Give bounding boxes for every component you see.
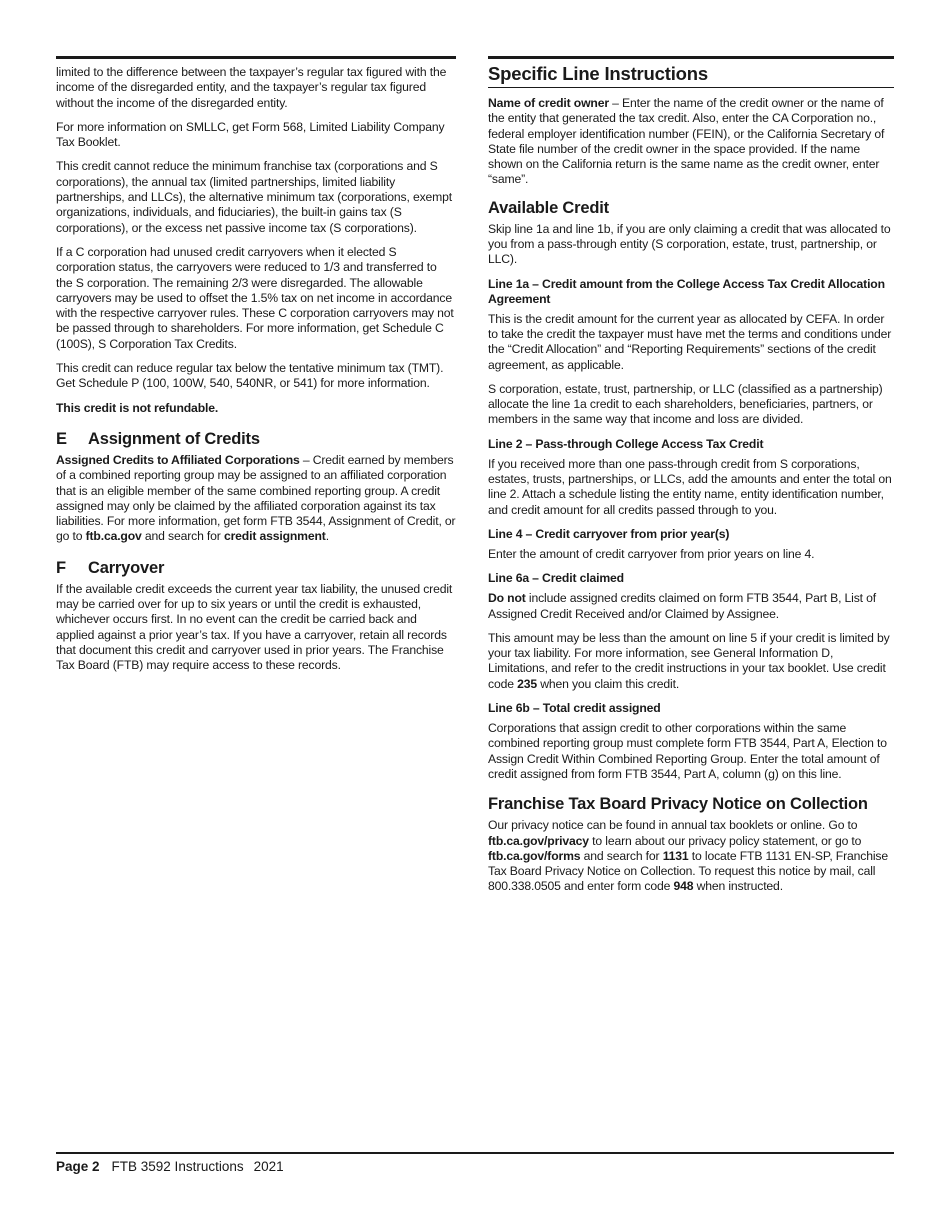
line-4-heading: Line 4 – Credit carryover from prior year(s)	[488, 526, 730, 541]
line-2-heading: Line 2 – Pass-through College Access Tax Credit	[488, 436, 764, 451]
form-name: FTB 3592 Instructions	[111, 1159, 244, 1174]
paragraph: Corporations that assign credit to other corporations within the same combined reporting group must complete form FTB 3544, Part A, Election to Assign Credit Within Combined Reporting Group. Enter the total amount of credit assigned from form FTB 3544, Part A, column (g) on this line.	[488, 721, 887, 781]
specific-line-instructions-heading: Specific Line Instructions	[488, 63, 894, 88]
not-refundable-note: This credit is not refundable.	[56, 400, 219, 415]
paragraph: If a C corporation had unused credit carryovers when it elected S corporation status, the carryovers were reduced to 1/3 and transferred to the S corporation. The remaining 2/3 were disregarded. The allowable carryovers may be used to offset the 1.5% tax on net income in accordance with the respective carryover rules. These C corporation carryovers may not be passed through to shareholders. For more information, get Schedule C (100S), S Corporation Tax Credits.	[56, 244, 454, 351]
ftb-link: ftb.ca.gov	[85, 529, 142, 544]
paragraph: This amount may be less than the amount on line 5 if your credit is limited by your tax liability. For more information, see General Information D, Limitations, and refer to the credit instructions in your tax booklet. Use credit code 235 when you claim this credit.	[488, 630, 890, 691]
paragraph: limited to the difference between the taxpayer’s regular tax figured with the income of the disregarded entity, and the taxpayer’s regular tax figured without the income of the disregarded entity.	[56, 65, 447, 110]
paragraph: S corporation, estate, trust, partnership, or LLC (classified as a partnership) allocate the line 1a credit to each shareholders, beneficiaries, partners, or members in the same way that income and loss are divided.	[488, 381, 883, 427]
paragraph: This credit cannot reduce the minimum franchise tax (corporations and S corporations), the annual tax (limited partnerships, limited liability partnerships, and LLCs), the alternative minimum tax (corporations, exempt organizations, individuals, and fiduciaries), the built-in gains tax (S corporations), or the excess net passive income tax (S corporations).	[56, 159, 453, 235]
left-column	[56, 56, 456, 683]
right-column	[488, 56, 894, 904]
page-number: Page 2	[56, 1159, 100, 1174]
paragraph: Skip line 1a and line 1b, if you are only claiming a credit that was allocated to you from a pass-through entity (S corporation, estate, trust, partnership, or LLC).	[488, 221, 891, 267]
form-year: 2021	[253, 1159, 284, 1174]
page-footer	[56, 1152, 894, 1174]
paragraph: Do not include assigned credits claimed on form FTB 3544, Part B, List of Assigned Credit Received and/or Claimed by Assignee.	[488, 591, 877, 621]
credit-owner-paragraph: Name of credit owner – Enter the name of the credit owner or the name of the entity that generated the tax credit. Also, enter the CA Corporation no., federal employer identification number (FEIN), or the California Secretary of State file number of the credit owner in the space provided. If the name shown on the California return is the same name as the credit owner, enter “same”.	[488, 96, 885, 187]
paragraph: Enter the amount of credit carryover from prior years on line 4.	[488, 546, 815, 561]
paragraph: This credit can reduce regular tax below the tentative minimum tax (TMT). Get Schedule P (100, 100W, 540, 540NR, or 541) for more information.	[56, 361, 444, 391]
section-f-heading: F Carryover	[56, 558, 165, 577]
paragraph: This is the credit amount for the current year as allocated by CEFA. In order to take the credit the taxpayer must have met the terms and conditions under the “Credit Allocation” and “Reporting Requirements” sections of the credit agreement, as applicable.	[488, 311, 892, 372]
available-credit-heading: Available Credit	[488, 198, 609, 217]
carryover-paragraph: If the available credit exceeds the current year tax liability, the unused credit may be carried over for up to six years or until the credit is exhausted, whichever occurs first. In no event can the credit be carried back and applied against a prior year’s tax. If you have a carryover, retain all records that document this credit and carryover used in prior years. The Franchise Tax Board (FTB) may require access to these records.	[56, 581, 453, 673]
assigned-credits-paragraph: Assigned Credits to Affiliated Corporations – Credit earned by members of a combined reporting group may be assigned to an affiliated corporation that is an eligible member of the same combined reporting group. A credit assigned may only be claimed by the affiliated corporation against its tax liabilities. For more information, get form FTB 3544, Assignment of Credit, or go to ftb.ca.gov and search for credit assignment.	[56, 452, 456, 544]
privacy-notice-heading: Franchise Tax Board Privacy Notice on Collection	[488, 795, 868, 814]
privacy-paragraph: Our privacy notice can be found in annual tax booklets or online. Go to ftb.ca.gov/privacy to learn about our privacy policy statement, or go to ftb.ca.gov/forms and search for 1131 to locate FTB 1131 EN-SP, Franchise Tax Board Privacy Notice on Collection. To request this notice by mail, call 800.338.0505 and enter form code 948 when instructed.	[488, 818, 888, 894]
line-1a-heading: Line 1a – Credit amount from the College Access Tax Credit Allocation Agreement	[488, 276, 885, 306]
privacy-link: ftb.ca.gov/privacy	[488, 833, 589, 848]
line-6b-heading: Line 6b – Total credit assigned	[488, 701, 661, 716]
paragraph: For more information on SMLLC, get Form 568, Limited Liability Company Tax Booklet.	[56, 119, 445, 150]
section-e-heading: E Assignment of Credits	[56, 429, 260, 448]
line-6a-heading: Line 6a – Credit claimed	[488, 571, 624, 586]
forms-link: ftb.ca.gov/forms	[488, 848, 581, 863]
paragraph: If you received more than one pass-through credit from S corporations, estates, trusts, partnerships, or LLCs, add the amounts and enter the total on line 2. Attach a schedule listing the entity name, entity identification number, and credit amount for all credits passed through to you.	[488, 456, 892, 517]
